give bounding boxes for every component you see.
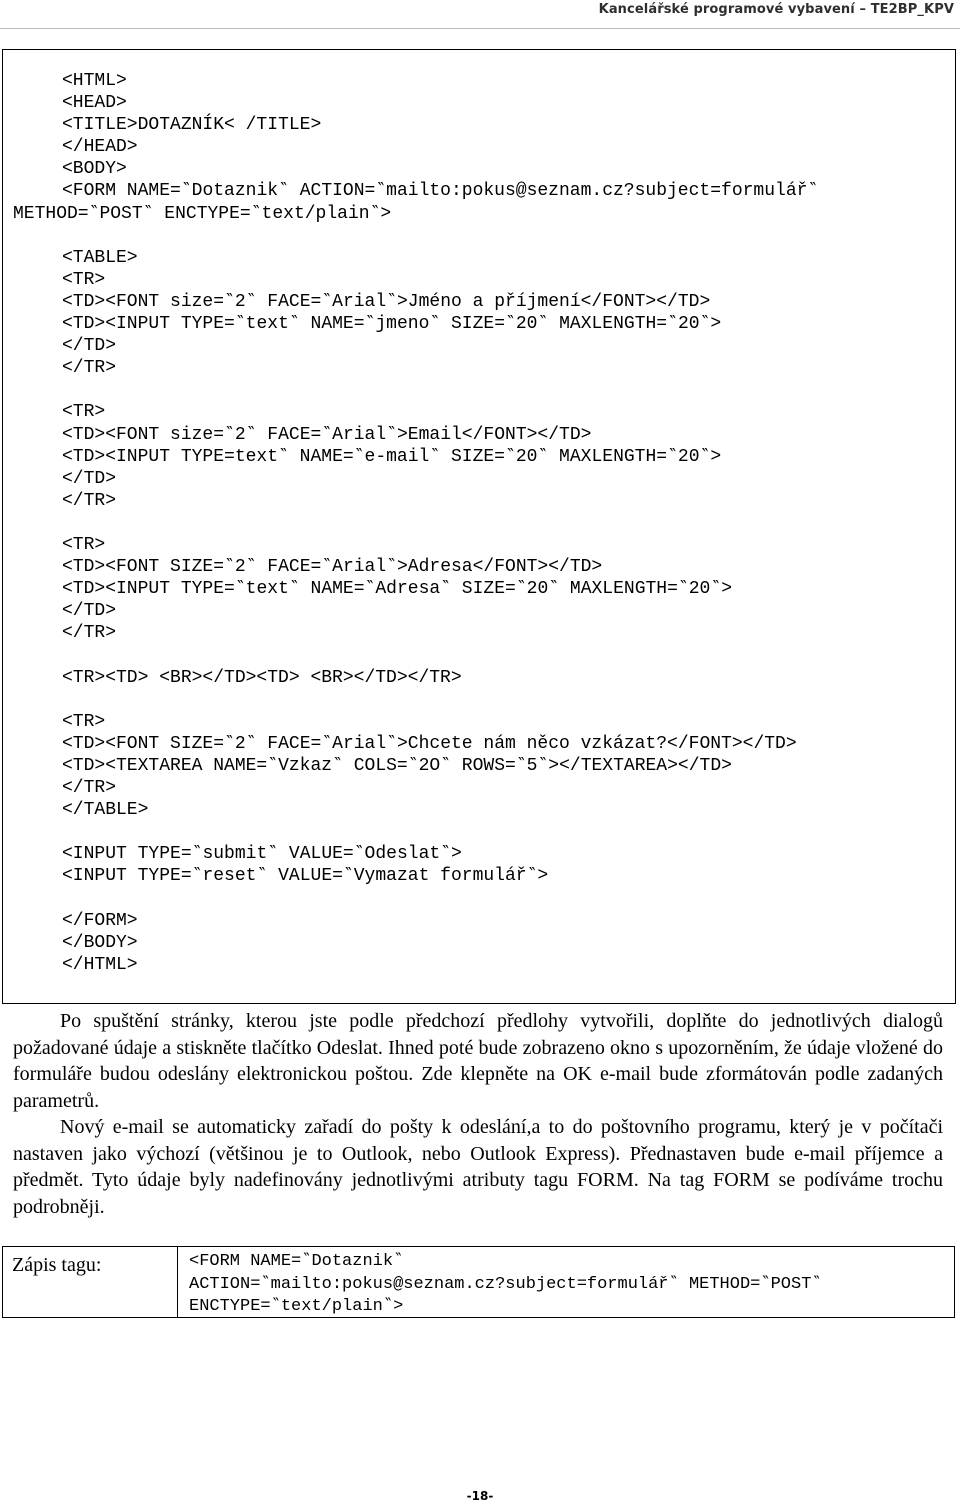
code-line (3, 512, 955, 534)
code-line: <TR><TD> <BR></TD><TD> <BR></TD></TR> (62, 667, 462, 688)
code-line (3, 689, 955, 711)
code-line: <BODY> (62, 159, 127, 180)
tag-table-divider (177, 1247, 178, 1317)
code-line: </TR> (62, 490, 117, 511)
code-line: </HEAD> (62, 137, 138, 158)
code-listing-box (2, 49, 956, 1004)
code-line (3, 821, 955, 843)
code-line: <INPUT TYPE=‶submit‶ VALUE=‶Odeslat‶> (62, 844, 462, 865)
code-line: <TITLE>DOTAZNÍK< /TITLE> (62, 115, 322, 136)
tag-code-line: <FORM NAME=‶Dotaznik‶ (189, 1252, 404, 1271)
body-text (13, 1008, 943, 1220)
paragraph-form-tag-intro: Nový e-mail se automaticky zařadí do pošty k odeslání,a to do poštovního programu, který je v počítači nastaven jako výchozí (většinou je to Outlook, nebo Outlook Express). Přednastaven bude e-mail příjemce a předmět. Tyto údaje byly nadefinovány jednotlivými atributy tagu FORM. Na tag FORM se podíváme trochu podrobněji. (13, 1116, 943, 1218)
code-line: <TD><INPUT TYPE=‶text‶ NAME=‶Adresa‶ SIZE=‶20‶ MAXLENGTH=‶20‶> (62, 579, 732, 600)
code-line: <TD><FONT size=‶2‶ FACE=‶Arial‶>Email</FONT></TD> (62, 424, 592, 445)
code-line: <TD><FONT SIZE=‶2‶ FACE=‶Arial‶>Adresa</FONT></TD> (62, 557, 603, 578)
paragraph-instructions: Po spuštění stránky, kterou jste podle předchozí předlohy vytvořili, doplňte do jednotlivých dialogů požadované údaje a stiskněte tlačítko Odeslat. Ihned poté bude zobrazeno okno s upozorněním, že údaje vložené do formuláře budou odeslány elektronickou poštou. Zde klepněte na OK e-mail bude zformátován podle zadaných parametrů. (13, 1010, 943, 1112)
code-line: </TR> (62, 778, 117, 798)
code-line (3, 887, 955, 909)
code-line: <TR> (62, 534, 106, 555)
code-line: <TABLE> (62, 247, 138, 268)
code-line (3, 379, 955, 401)
code-line: <TD><INPUT TYPE=‶text‶ NAME=‶jmeno‶ SIZE=‶20‶ MAXLENGTH=‶20‶> (62, 314, 722, 335)
code-line: METHOD=‶POST‶ ENCTYPE=‶text/plain‶> (13, 203, 392, 224)
code-line: <TD><FONT size=‶2‶ FACE=‶Arial‶>Jméno a příjmení</FONT></TD> (62, 291, 711, 312)
tag-code-line: ENCTYPE=‶text/plain‶> (189, 1297, 404, 1317)
tag-syntax-label: Zápis tagu: (12, 1254, 102, 1276)
code-line: </TD> (62, 336, 117, 357)
code-line: <TD><FONT SIZE=‶2‶ FACE=‶Arial‶>Chcete nám něco vzkázat?</FONT></TD> (62, 733, 797, 754)
tag-syntax-table (2, 1246, 955, 1318)
code-line: <TD><INPUT TYPE=text‶ NAME=‶e-mail‶ SIZE=‶20‶ MAXLENGTH=‶20‶> (62, 446, 722, 467)
code-line: </TR> (62, 358, 117, 379)
code-line: </TABLE> (62, 800, 149, 821)
code-line: <TD><TEXTAREA NAME=‶Vzkaz‶ COLS=‶2O‶ ROWS=‶5‶></TEXTAREA></TD> (62, 755, 732, 776)
header-rule (0, 28, 960, 29)
code-listing (3, 70, 955, 976)
code-line: <FORM NAME=‶Dotaznik‶ ACTION=‶mailto:pokus@seznam.cz?subject=formulář‶ (62, 181, 819, 202)
code-line: <TR> (62, 402, 106, 423)
tag-syntax-code (189, 1251, 822, 1319)
code-line: </TD> (62, 468, 117, 489)
tag-code-line: ACTION=‶mailto:pokus@seznam.cz?subject=formulář‶ METHOD=‶POST‶ (189, 1274, 822, 1294)
code-line: <HEAD> (62, 93, 127, 114)
code-line: </TD> (62, 601, 117, 622)
code-line: <INPUT TYPE=‶reset‶ VALUE=‶Vymazat formulář‶> (62, 866, 549, 887)
code-line: </TR> (62, 623, 117, 644)
running-header: Kancelářské programové vybavení – TE2BP_KPV (598, 2, 954, 17)
code-line: <TR> (62, 711, 106, 732)
code-line: <TR> (62, 269, 106, 290)
code-line: <HTML> (62, 71, 127, 91)
code-line: </BODY> (62, 932, 138, 953)
code-line: </FORM> (62, 910, 138, 931)
page-number: -18- (466, 1489, 494, 1503)
code-line: </HTML> (62, 954, 138, 975)
code-line (3, 225, 955, 247)
code-line (3, 644, 955, 666)
